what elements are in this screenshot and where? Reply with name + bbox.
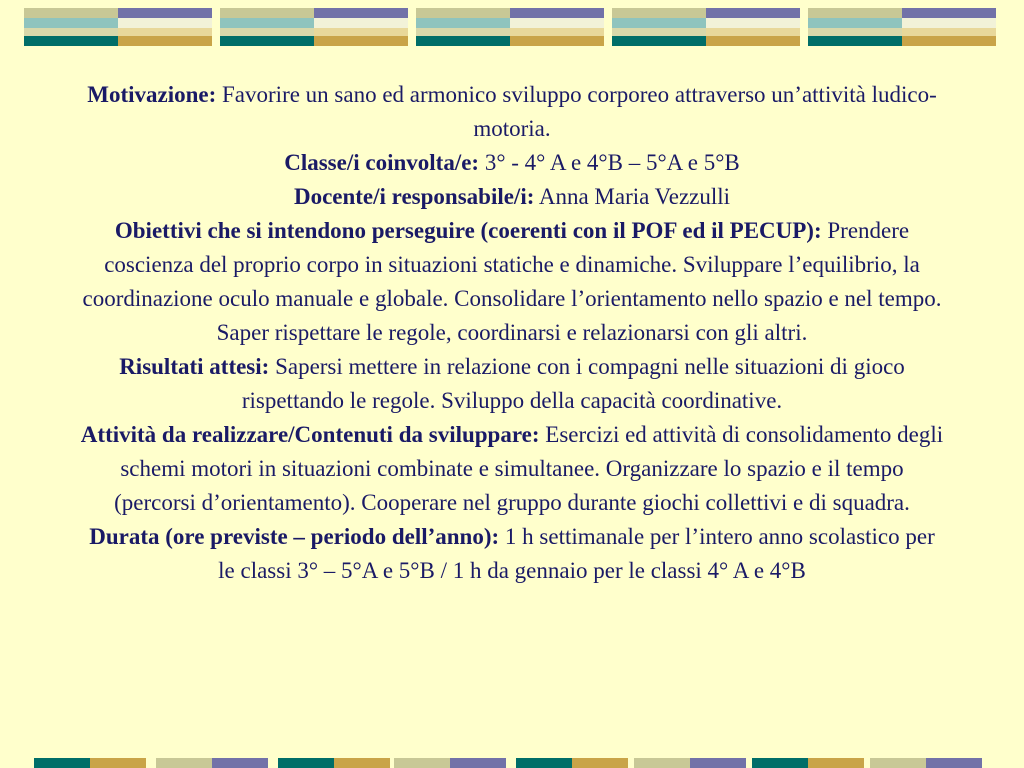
section-label: Risultati attesi:	[119, 354, 270, 379]
section-text: Sapersi mettere in relazione con i compagni nelle situazioni di gioco rispettando le regole. Sviluppo della capacità coordinative.	[241, 354, 905, 413]
section-text: 3° - 4° A e 4°B – 5°A e 5°B	[484, 150, 740, 175]
bottom-segment	[752, 758, 808, 768]
section-text: Prendere coscienza del proprio corpo in situazioni statiche e dinamiche. Sviluppare l’equilibrio, la coordinazione oculo manuale e globale. Consolidare l’orientamento nello spazio e nel tempo. Saper rispettare le regole, coordinarsi e relazionarsi con gli altri.	[82, 218, 942, 345]
bottom-segment	[634, 758, 690, 768]
bottom-segment	[572, 758, 628, 768]
decorative-tile	[808, 8, 996, 46]
section-durata	[80, 520, 944, 588]
slide-content	[80, 78, 944, 588]
decorative-tile	[24, 8, 212, 46]
bottom-segment	[334, 758, 390, 768]
section-label: Motivazione:	[87, 82, 217, 107]
bottom-segment	[156, 758, 212, 768]
bottom-segment	[212, 758, 268, 768]
section-label: Classe/i coinvolta/e:	[284, 150, 480, 175]
bottom-segment	[926, 758, 982, 768]
bottom-segment	[278, 758, 334, 768]
section-label: Obiettivi che si intendono perseguire (coerenti con il POF ed il PECUP):	[114, 218, 822, 243]
decorative-tile	[416, 8, 604, 46]
section-label: Attività da realizzare/Contenuti da sviluppare:	[80, 422, 540, 447]
section-text: Favorire un sano ed armonico sviluppo corporeo attraverso un’attività ludico-motoria.	[222, 82, 937, 141]
bottom-segment	[394, 758, 450, 768]
section-attivita	[80, 418, 944, 520]
section-text: Esercizi ed attività di consolidamento degli schemi motori in situazioni combinate e simultanee. Organizzare lo spazio e il tempo (percorsi d’orientamento). Cooperare nel gruppo durante giochi collettivi e di squadra.	[114, 422, 944, 515]
bottom-decorative-band	[0, 758, 1024, 768]
section-label: Docente/i responsabile/i:	[293, 184, 535, 209]
section-label: Durata (ore previste – periodo dell’anno):	[89, 524, 500, 549]
bottom-segment	[690, 758, 746, 768]
section-text: Anna Maria Vezzulli	[538, 184, 731, 209]
section-motivazione	[80, 78, 944, 146]
section-text: 1 h settimanale per l’intero anno scolastico per le classi 3° – 5°A e 5°B / 1 h da gennaio per le classi 4° A e 4°B	[218, 524, 935, 583]
bottom-segment	[450, 758, 506, 768]
section-risultati	[80, 350, 944, 418]
bottom-segment	[808, 758, 864, 768]
decorative-tile	[612, 8, 800, 46]
decorative-tile	[220, 8, 408, 46]
bottom-segment	[516, 758, 572, 768]
bottom-segment	[870, 758, 926, 768]
section-obiettivi	[80, 214, 944, 350]
section-classi	[80, 146, 944, 180]
section-docenti	[80, 180, 944, 214]
bottom-segment	[90, 758, 146, 768]
top-decorative-band	[0, 0, 1024, 60]
bottom-segment	[34, 758, 90, 768]
